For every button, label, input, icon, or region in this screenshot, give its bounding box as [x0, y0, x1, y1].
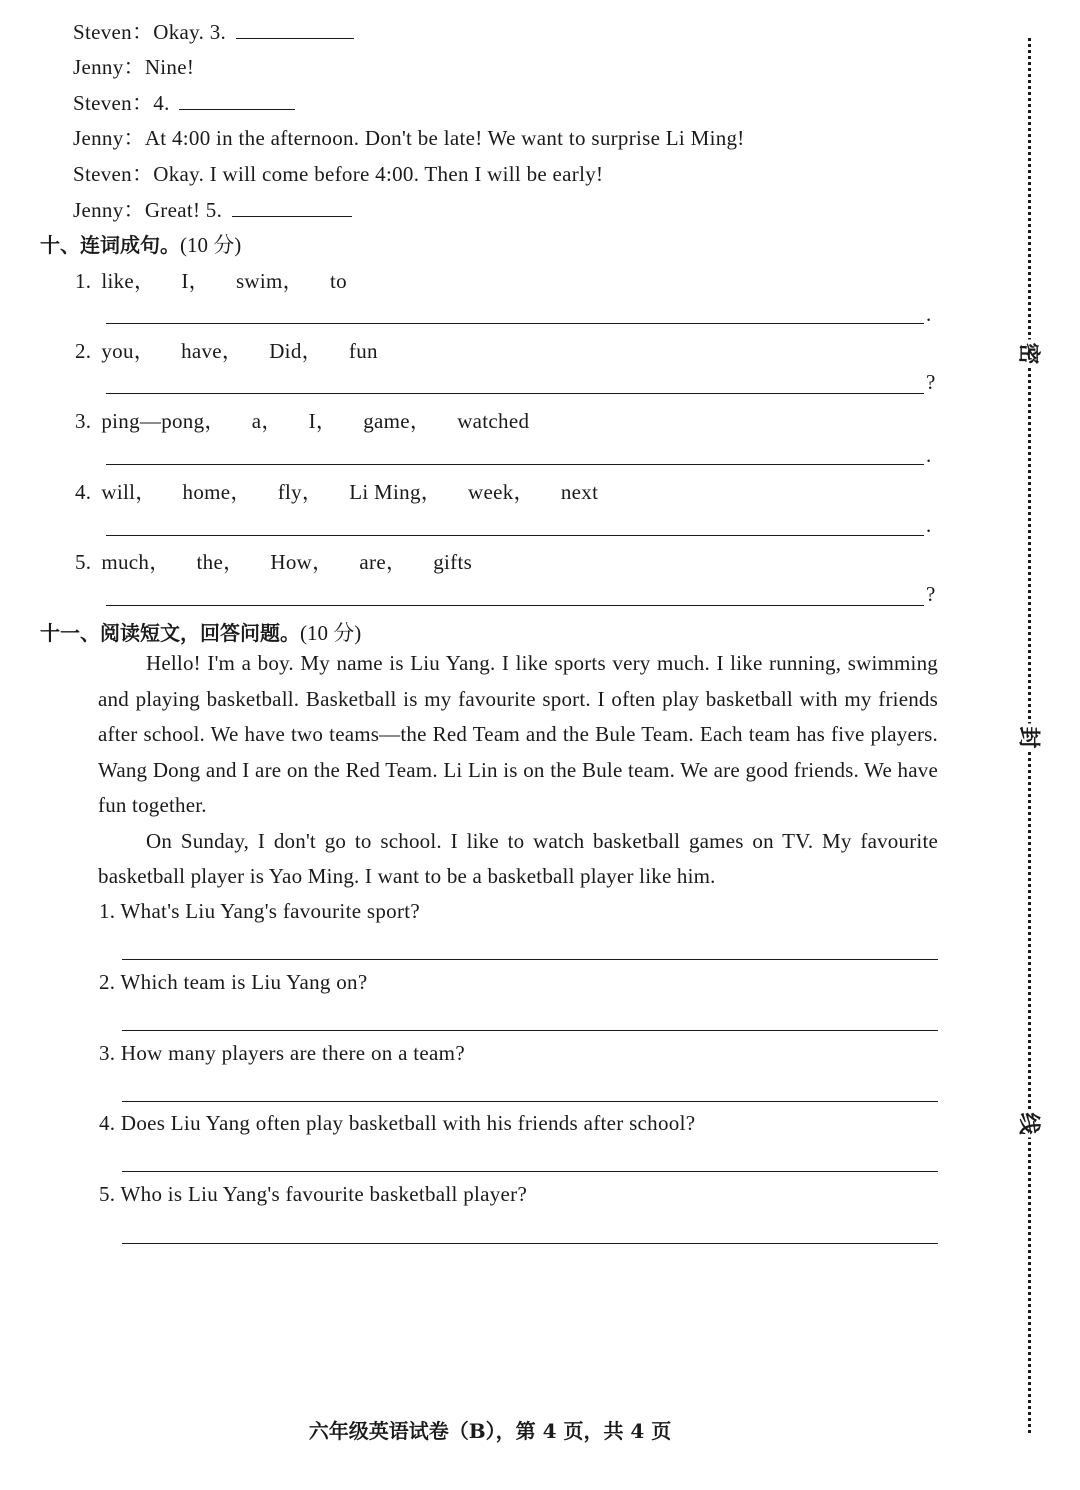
end-punctuation: ?: [926, 370, 936, 394]
reading-passage: [98, 646, 938, 895]
speaker: Jenny: [73, 55, 124, 79]
dialogue-text: Great! 5.: [144, 198, 223, 222]
answer-line-3[interactable]: [106, 464, 924, 465]
end-punctuation: ?: [926, 582, 936, 606]
answer-line-5[interactable]: [106, 605, 924, 606]
reorder-item-3: 3. ping—pong， a， I， game， watched: [75, 409, 530, 433]
reorder-item-2: 2. you， have， Did， fun: [75, 339, 378, 363]
speaker: Steven: [73, 91, 132, 115]
answer-line-4[interactable]: [106, 535, 924, 536]
question-1: 1. What's Liu Yang's favourite sport?: [99, 899, 420, 923]
question-3: 3. How many players are there on a team?: [99, 1041, 465, 1065]
question-answer-line-5[interactable]: [122, 1243, 938, 1244]
reorder-item-4: 4. will， home， fly， Li Ming， week， next: [75, 480, 599, 504]
answer-blank[interactable]: [236, 38, 354, 39]
section-score: (10 分): [300, 621, 362, 645]
question-answer-line-2[interactable]: [122, 1030, 938, 1031]
dialogue-text: 4.: [153, 91, 170, 115]
question-4: 4. Does Liu Yang often play basketball with his friends after school?: [99, 1111, 696, 1135]
seal-mark-feng: 封: [1015, 724, 1046, 752]
dialogue-text: Okay. I will come before 4:00. Then I will be early!: [153, 162, 604, 186]
reorder-item-5: 5. much， the， How， are， gifts: [75, 550, 473, 574]
question-5: 5. Who is Liu Yang's favourite basketball player?: [99, 1182, 528, 1206]
passage-paragraph-2: On Sunday, I don't go to school. I like to watch basketball games on TV. My favourite basketball player is Yao Ming. I want to be a basketball player like him.: [98, 828, 938, 888]
seal-mark-mi: 密: [1015, 340, 1046, 368]
item-number: 3.: [75, 409, 92, 433]
reorder-item-1: 1. like， I， swim， to: [75, 269, 347, 293]
item-number: 4.: [75, 480, 92, 504]
dialogue-text: At 4:00 in the afternoon. Don't be late! We want to surprise Li Ming!: [144, 126, 745, 150]
dialogue-line-1: Steven：Okay. 3.: [73, 16, 354, 46]
speaker: Steven: [73, 162, 132, 186]
end-punctuation: .: [926, 513, 932, 537]
dialogue-line-5: Steven：Okay. I will come before 4:00. Then I will be early!: [73, 162, 604, 186]
dialogue-line-2: Jenny：Nine!: [73, 55, 195, 79]
dialogue-text: Nine!: [144, 55, 195, 79]
seal-mark-xian: 线: [1015, 1110, 1046, 1138]
answer-blank[interactable]: [232, 216, 352, 217]
section-score: (10 分): [180, 233, 242, 257]
item-number: 5.: [75, 550, 92, 574]
answer-blank[interactable]: [179, 109, 295, 110]
end-punctuation: .: [926, 302, 932, 326]
question-2: 2. Which team is Liu Yang on?: [99, 970, 368, 994]
item-number: 1.: [75, 269, 92, 293]
dialogue-line-4: Jenny：At 4:00 in the afternoon. Don't be late! We want to surprise Li Ming!: [73, 126, 745, 150]
answer-line-2[interactable]: [106, 393, 924, 394]
question-answer-line-3[interactable]: [122, 1101, 938, 1102]
speaker: Jenny: [73, 198, 124, 222]
speaker: Jenny: [73, 126, 124, 150]
answer-line-1[interactable]: [106, 323, 924, 324]
speaker: Steven: [73, 20, 132, 44]
section-11-title: 十一、阅读短文，回答问题。(10 分): [40, 621, 362, 645]
passage-paragraph-1: Hello! I'm a boy. My name is Liu Yang. I like sports very much. I like running, swimming and playing basketball. Basketball is my favourite sport. I often play basketball with my friends after school. We have two teams—the Red Team and the Bule Team. Each team has five players. Wang Dong and I are on the Red Team. Li Lin is on the Bule team. We are good friends. We have fun together.: [98, 651, 938, 817]
dialogue-line-6: Jenny：Great! 5.: [73, 194, 352, 224]
end-punctuation: .: [926, 443, 932, 467]
dialogue-line-3: Steven：4.: [73, 87, 295, 117]
question-answer-line-4[interactable]: [122, 1171, 938, 1172]
item-number: 2.: [75, 339, 92, 363]
question-answer-line-1[interactable]: [122, 959, 938, 960]
dialogue-text: Okay. 3.: [153, 20, 227, 44]
page-footer: 六年级英语试卷（B），第 4 页，共 4 页: [308, 1419, 672, 1443]
section-10-title: 十、连词成句。(10 分): [40, 233, 242, 257]
